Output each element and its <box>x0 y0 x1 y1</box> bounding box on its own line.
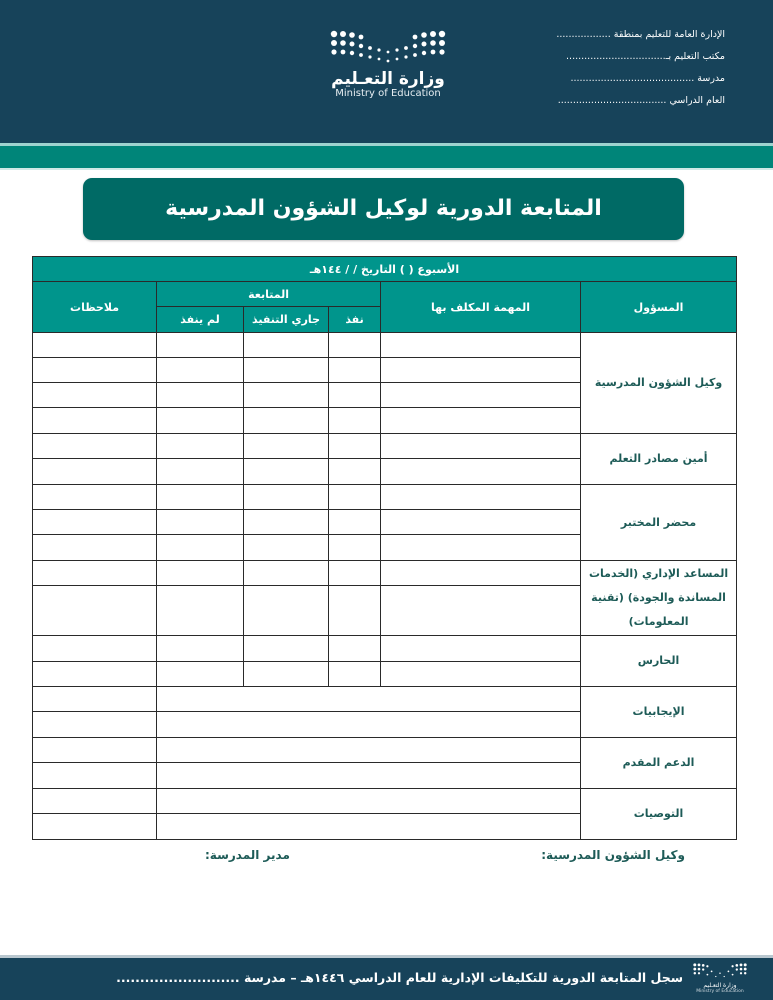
notes-cell[interactable] <box>33 561 157 586</box>
role-learning-resources: أمين مصادر التعلم <box>581 434 737 485</box>
done-cell[interactable] <box>329 358 381 383</box>
not-done-cell[interactable] <box>157 408 244 434</box>
done-cell[interactable] <box>329 561 381 586</box>
positives-cell[interactable] <box>157 712 581 738</box>
not-done-cell[interactable] <box>157 561 244 586</box>
task-cell[interactable] <box>381 485 581 510</box>
footer-logo-arabic: وزارة التعـليم <box>703 982 737 989</box>
school-field: مدرسة ......................................... <box>570 73 725 84</box>
teal-band-edge <box>0 168 773 170</box>
deputy-signature-label: وكيل الشؤون المدرسية: <box>541 848 685 862</box>
section-recommendations: التوصيات <box>581 789 737 840</box>
not-done-cell[interactable] <box>157 485 244 510</box>
in-progress-cell[interactable] <box>244 561 329 586</box>
header-not-done: لم ينفذ <box>157 307 244 333</box>
notes-cell[interactable] <box>33 712 157 738</box>
followup-table <box>32 256 737 840</box>
in-progress-cell[interactable] <box>244 383 329 408</box>
task-cell[interactable] <box>381 408 581 434</box>
task-cell[interactable] <box>381 510 581 535</box>
region-field: الإدارة العامة للتعليم بمنطقة .................. <box>556 29 725 40</box>
done-cell[interactable] <box>329 383 381 408</box>
footer-logo <box>690 962 750 996</box>
positives-cell[interactable] <box>157 687 581 712</box>
in-progress-cell[interactable] <box>244 662 329 687</box>
footer-logo-english: Ministry of Education <box>696 989 744 994</box>
task-cell[interactable] <box>381 636 581 662</box>
in-progress-cell[interactable] <box>244 434 329 459</box>
notes-cell[interactable] <box>33 535 157 561</box>
recommendations-cell[interactable] <box>157 814 581 840</box>
done-cell[interactable] <box>329 636 381 662</box>
task-cell[interactable] <box>381 662 581 687</box>
task-cell[interactable] <box>381 586 581 636</box>
notes-cell[interactable] <box>33 358 157 383</box>
done-cell[interactable] <box>329 586 381 636</box>
done-cell[interactable] <box>329 510 381 535</box>
page-title: المتابعة الدورية لوكيل الشؤون المدرسية <box>83 178 684 240</box>
done-cell[interactable] <box>329 662 381 687</box>
header-task: المهمة المكلف بها <box>381 282 581 333</box>
task-cell[interactable] <box>381 383 581 408</box>
notes-cell[interactable] <box>33 636 157 662</box>
in-progress-cell[interactable] <box>244 333 329 358</box>
header-followup: المتابعة <box>157 282 381 307</box>
task-cell[interactable] <box>381 434 581 459</box>
task-cell[interactable] <box>381 561 581 586</box>
not-done-cell[interactable] <box>157 383 244 408</box>
not-done-cell[interactable] <box>157 358 244 383</box>
not-done-cell[interactable] <box>157 535 244 561</box>
notes-cell[interactable] <box>33 738 157 763</box>
notes-cell[interactable] <box>33 662 157 687</box>
section-positives: الإيجابيات <box>581 687 737 738</box>
not-done-cell[interactable] <box>157 510 244 535</box>
header-fields <box>425 28 725 116</box>
academic-year-field: العام الدراسي .................................... <box>557 95 725 106</box>
notes-cell[interactable] <box>33 789 157 814</box>
logo-english-text: Ministry of Education <box>335 88 441 99</box>
done-cell[interactable] <box>329 485 381 510</box>
notes-cell[interactable] <box>33 763 157 789</box>
in-progress-cell[interactable] <box>244 358 329 383</box>
principal-signature-label: مدير المدرسة: <box>205 848 290 862</box>
notes-cell[interactable] <box>33 383 157 408</box>
support-cell[interactable] <box>157 763 581 789</box>
not-done-cell[interactable] <box>157 459 244 485</box>
notes-cell[interactable] <box>33 408 157 434</box>
done-cell[interactable] <box>329 535 381 561</box>
in-progress-cell[interactable] <box>244 535 329 561</box>
role-lab-preparer: محضر المختبر <box>581 485 737 561</box>
support-cell[interactable] <box>157 738 581 763</box>
office-field: مكتب التعليم بـ................................. <box>566 51 725 62</box>
header-notes: ملاحظات <box>33 282 157 333</box>
in-progress-cell[interactable] <box>244 459 329 485</box>
done-cell[interactable] <box>329 459 381 485</box>
done-cell[interactable] <box>329 333 381 358</box>
task-cell[interactable] <box>381 333 581 358</box>
week-date-row: الأسبوع ( ) التاريخ / / ١٤٤هـ <box>33 257 737 282</box>
notes-cell[interactable] <box>33 814 157 840</box>
notes-cell[interactable] <box>33 434 157 459</box>
notes-cell[interactable] <box>33 687 157 712</box>
task-cell[interactable] <box>381 535 581 561</box>
notes-cell[interactable] <box>33 459 157 485</box>
footer-text: سجل المتابعة الدورية للتكليفات الإدارية للعام الدراسي ١٤٤٦هـ – مدرسة .......................... <box>116 970 683 985</box>
notes-cell[interactable] <box>33 333 157 358</box>
not-done-cell[interactable] <box>157 434 244 459</box>
not-done-cell[interactable] <box>157 586 244 636</box>
notes-cell[interactable] <box>33 510 157 535</box>
role-admin-assistant: المساعد الإداري (الخدمات المساندة والجودة) (تقنية المعلومات) <box>581 561 737 636</box>
header-in-progress: جاري التنفيذ <box>244 307 329 333</box>
not-done-cell[interactable] <box>157 636 244 662</box>
notes-cell[interactable] <box>33 586 157 636</box>
ministry-dots-logo-icon <box>692 962 748 978</box>
in-progress-cell[interactable] <box>244 510 329 535</box>
role-guard: الحارس <box>581 636 737 687</box>
done-cell[interactable] <box>329 434 381 459</box>
in-progress-cell[interactable] <box>244 408 329 434</box>
not-done-cell[interactable] <box>157 662 244 687</box>
logo-arabic-text: وزارة التعـليم <box>331 69 445 89</box>
task-cell[interactable] <box>381 358 581 383</box>
teal-band <box>0 146 773 168</box>
in-progress-cell[interactable] <box>244 586 329 636</box>
header-done: نفذ <box>329 307 381 333</box>
recommendations-cell[interactable] <box>157 789 581 814</box>
in-progress-cell[interactable] <box>244 636 329 662</box>
notes-cell[interactable] <box>33 485 157 510</box>
done-cell[interactable] <box>329 408 381 434</box>
not-done-cell[interactable] <box>157 333 244 358</box>
in-progress-cell[interactable] <box>244 485 329 510</box>
section-support-provided: الدعم المقدم <box>581 738 737 789</box>
role-school-affairs-deputy: وكيل الشؤون المدرسية <box>581 333 737 434</box>
header-responsible: المسؤول <box>581 282 737 333</box>
task-cell[interactable] <box>381 459 581 485</box>
